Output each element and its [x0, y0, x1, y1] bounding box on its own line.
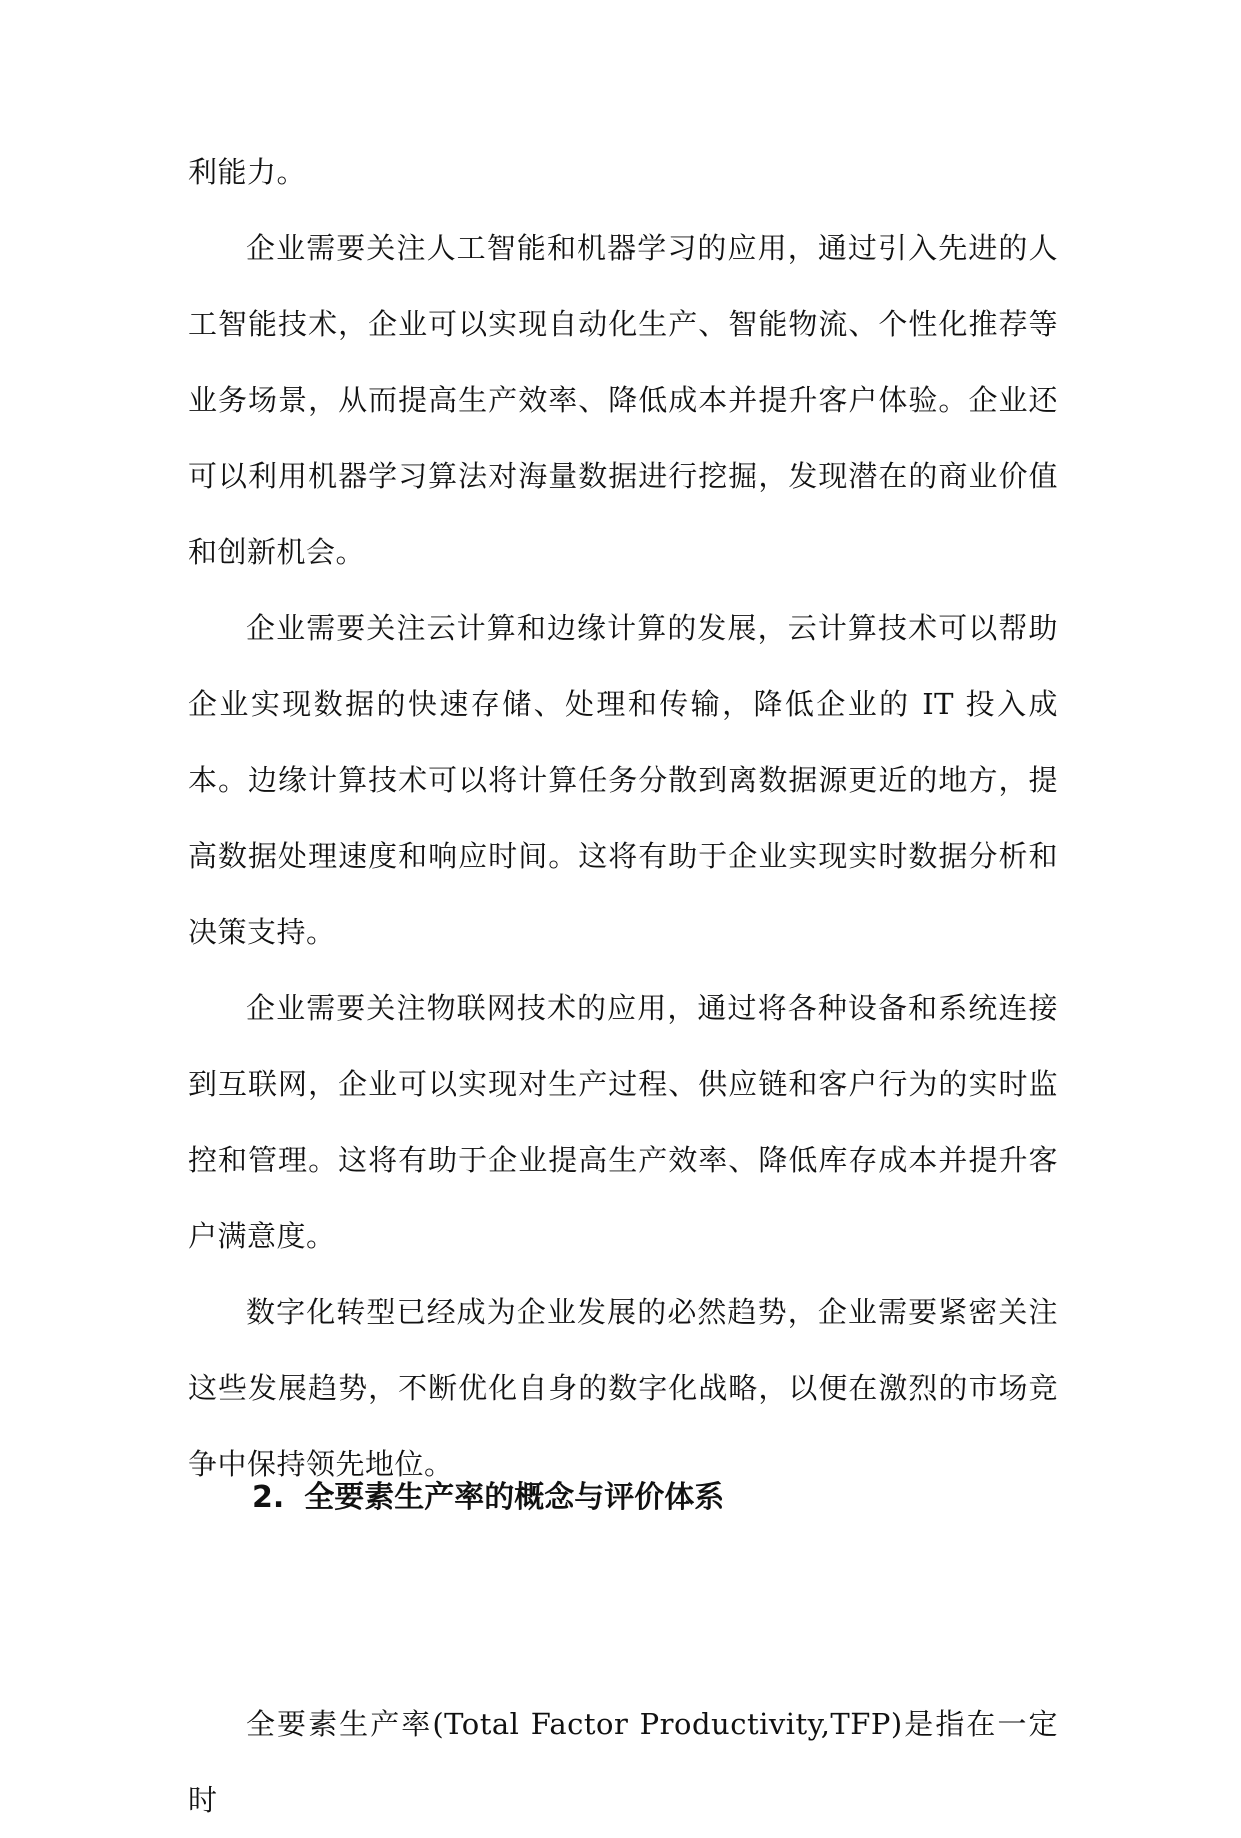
section-number: 2.	[252, 1480, 285, 1515]
paragraph-tfp-definition: 全要素生产率(Total Factor Productivity,TFP)是指在一定时	[188, 1707, 1058, 1817]
section-heading	[252, 1460, 724, 1536]
body-text-top	[188, 134, 1058, 1502]
paragraph-cloud-edge: 企业需要关注云计算和边缘计算的发展，云计算技术可以帮助企业实现数据的快速存储、处理和传输，降低企业的 IT 投入成本。边缘计算技术可以将计算任务分散到离数据源更近的地方，提高数据处理速度和响应时间。这将有助于企业实现实时数据分析和决策支持。	[188, 611, 1058, 949]
paragraph-iot: 企业需要关注物联网技术的应用，通过将各种设备和系统连接到互联网，企业可以实现对生产过程、供应链和客户行为的实时监控和管理。这将有助于企业提高生产效率、降低库存成本并提升客户满意度。	[188, 991, 1058, 1253]
paragraph-conclusion: 数字化转型已经成为企业发展的必然趋势，企业需要紧密关注这些发展趋势，不断优化自身的数字化战略，以便在激烈的市场竞争中保持领先地位。	[188, 1295, 1058, 1481]
body-text-bottom	[188, 1686, 1058, 1817]
section-title: 全要素生产率的概念与评价体系	[304, 1480, 725, 1515]
paragraph-ai-ml: 企业需要关注人工智能和机器学习的应用，通过引入先进的人工智能技术，企业可以实现自动化生产、智能物流、个性化推荐等业务场景，从而提高生产效率、降低成本并提升客户体验。企业还可以利用机器学习算法对海量数据进行挖掘，发现潜在的商业价值和创新机会。	[188, 231, 1058, 569]
paragraph-continuation: 利能力。	[188, 155, 307, 189]
